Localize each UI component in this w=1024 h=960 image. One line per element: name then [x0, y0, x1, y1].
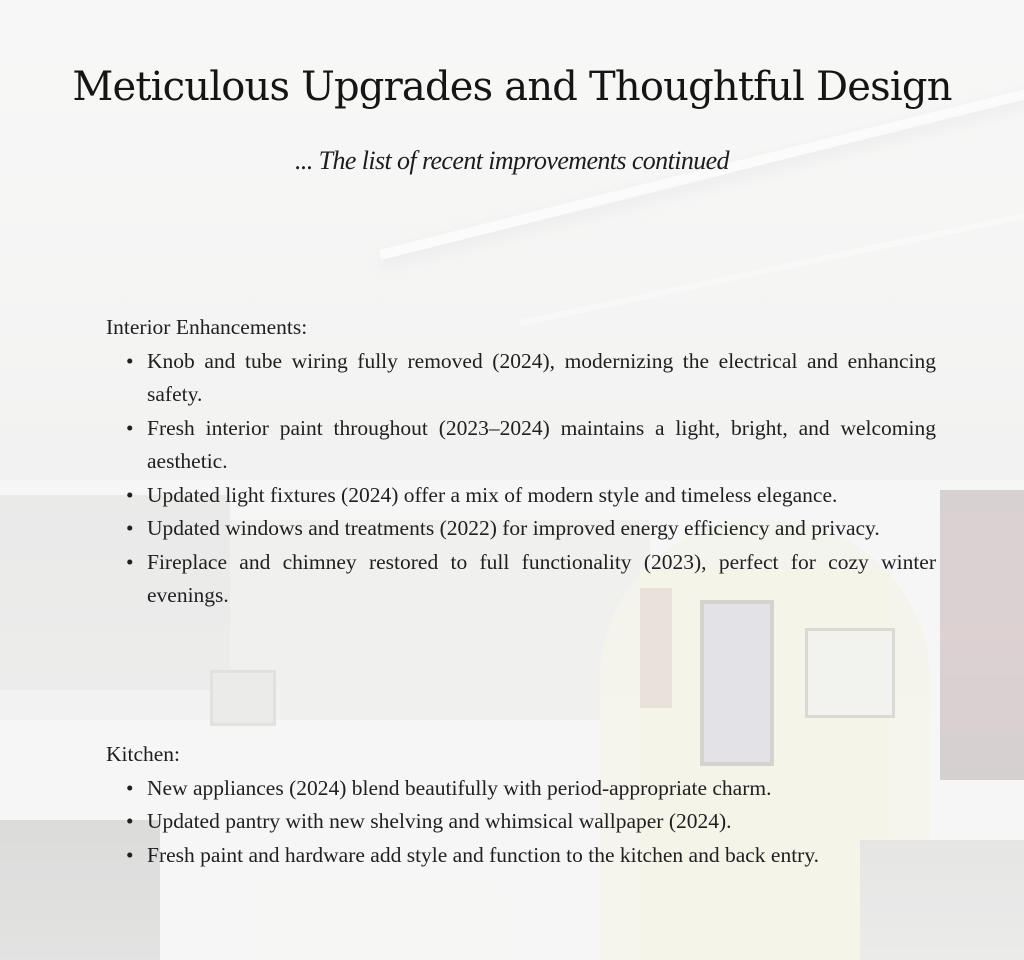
section-kitchen	[106, 738, 936, 872]
list-item	[106, 479, 936, 513]
list-item	[106, 546, 936, 613]
list-item	[106, 345, 936, 412]
list-item	[106, 512, 936, 546]
bullet-icon: •	[126, 775, 134, 800]
list-item-text: Updated windows and treatments (2022) for improved energy efficiency and privacy.	[147, 516, 880, 540]
bullet-list	[106, 772, 936, 873]
list-item	[106, 772, 936, 806]
list-item-text: Knob and tube wiring fully removed (2024), modernizing the electrical and enhancing safety.	[147, 348, 936, 406]
list-item-text: Fresh paint and hardware add style and function to the kitchen and back entry.	[147, 842, 820, 867]
list-item-text: Fireplace and chimney restored to full functionality (2023), perfect for cozy winter evenings.	[147, 549, 936, 607]
section-interior-enhancements	[106, 311, 936, 613]
bullet-icon: •	[126, 549, 134, 574]
section-heading: Kitchen:	[106, 742, 181, 766]
bullet-icon: •	[126, 482, 134, 507]
list-item-text: Fresh interior paint throughout (2023–2024) maintains a light, bright, and welcoming aesthetic.	[147, 415, 936, 473]
list-item-text: New appliances (2024) blend beautifully with period-appropriate charm.	[147, 775, 772, 800]
page-subtitle: ... The list of recent improvements continued	[295, 146, 729, 175]
bullet-icon: •	[126, 842, 134, 867]
bullet-icon: •	[126, 516, 134, 540]
section-heading: Interior Enhancements:	[106, 315, 308, 339]
list-item	[106, 412, 936, 479]
page-title: Meticulous Upgrades and Thoughtful Design	[72, 64, 952, 110]
bullet-icon: •	[126, 415, 134, 440]
list-item-text: Updated light fixtures (2024) offer a mix of modern style and timeless elegance.	[147, 482, 838, 507]
bullet-icon: •	[126, 809, 134, 833]
bullet-icon: •	[126, 348, 134, 373]
list-item-text: Updated pantry with new shelving and whimsical wallpaper (2024).	[147, 809, 732, 833]
bullet-list	[106, 345, 936, 613]
list-item	[106, 805, 936, 839]
list-item	[106, 839, 936, 873]
